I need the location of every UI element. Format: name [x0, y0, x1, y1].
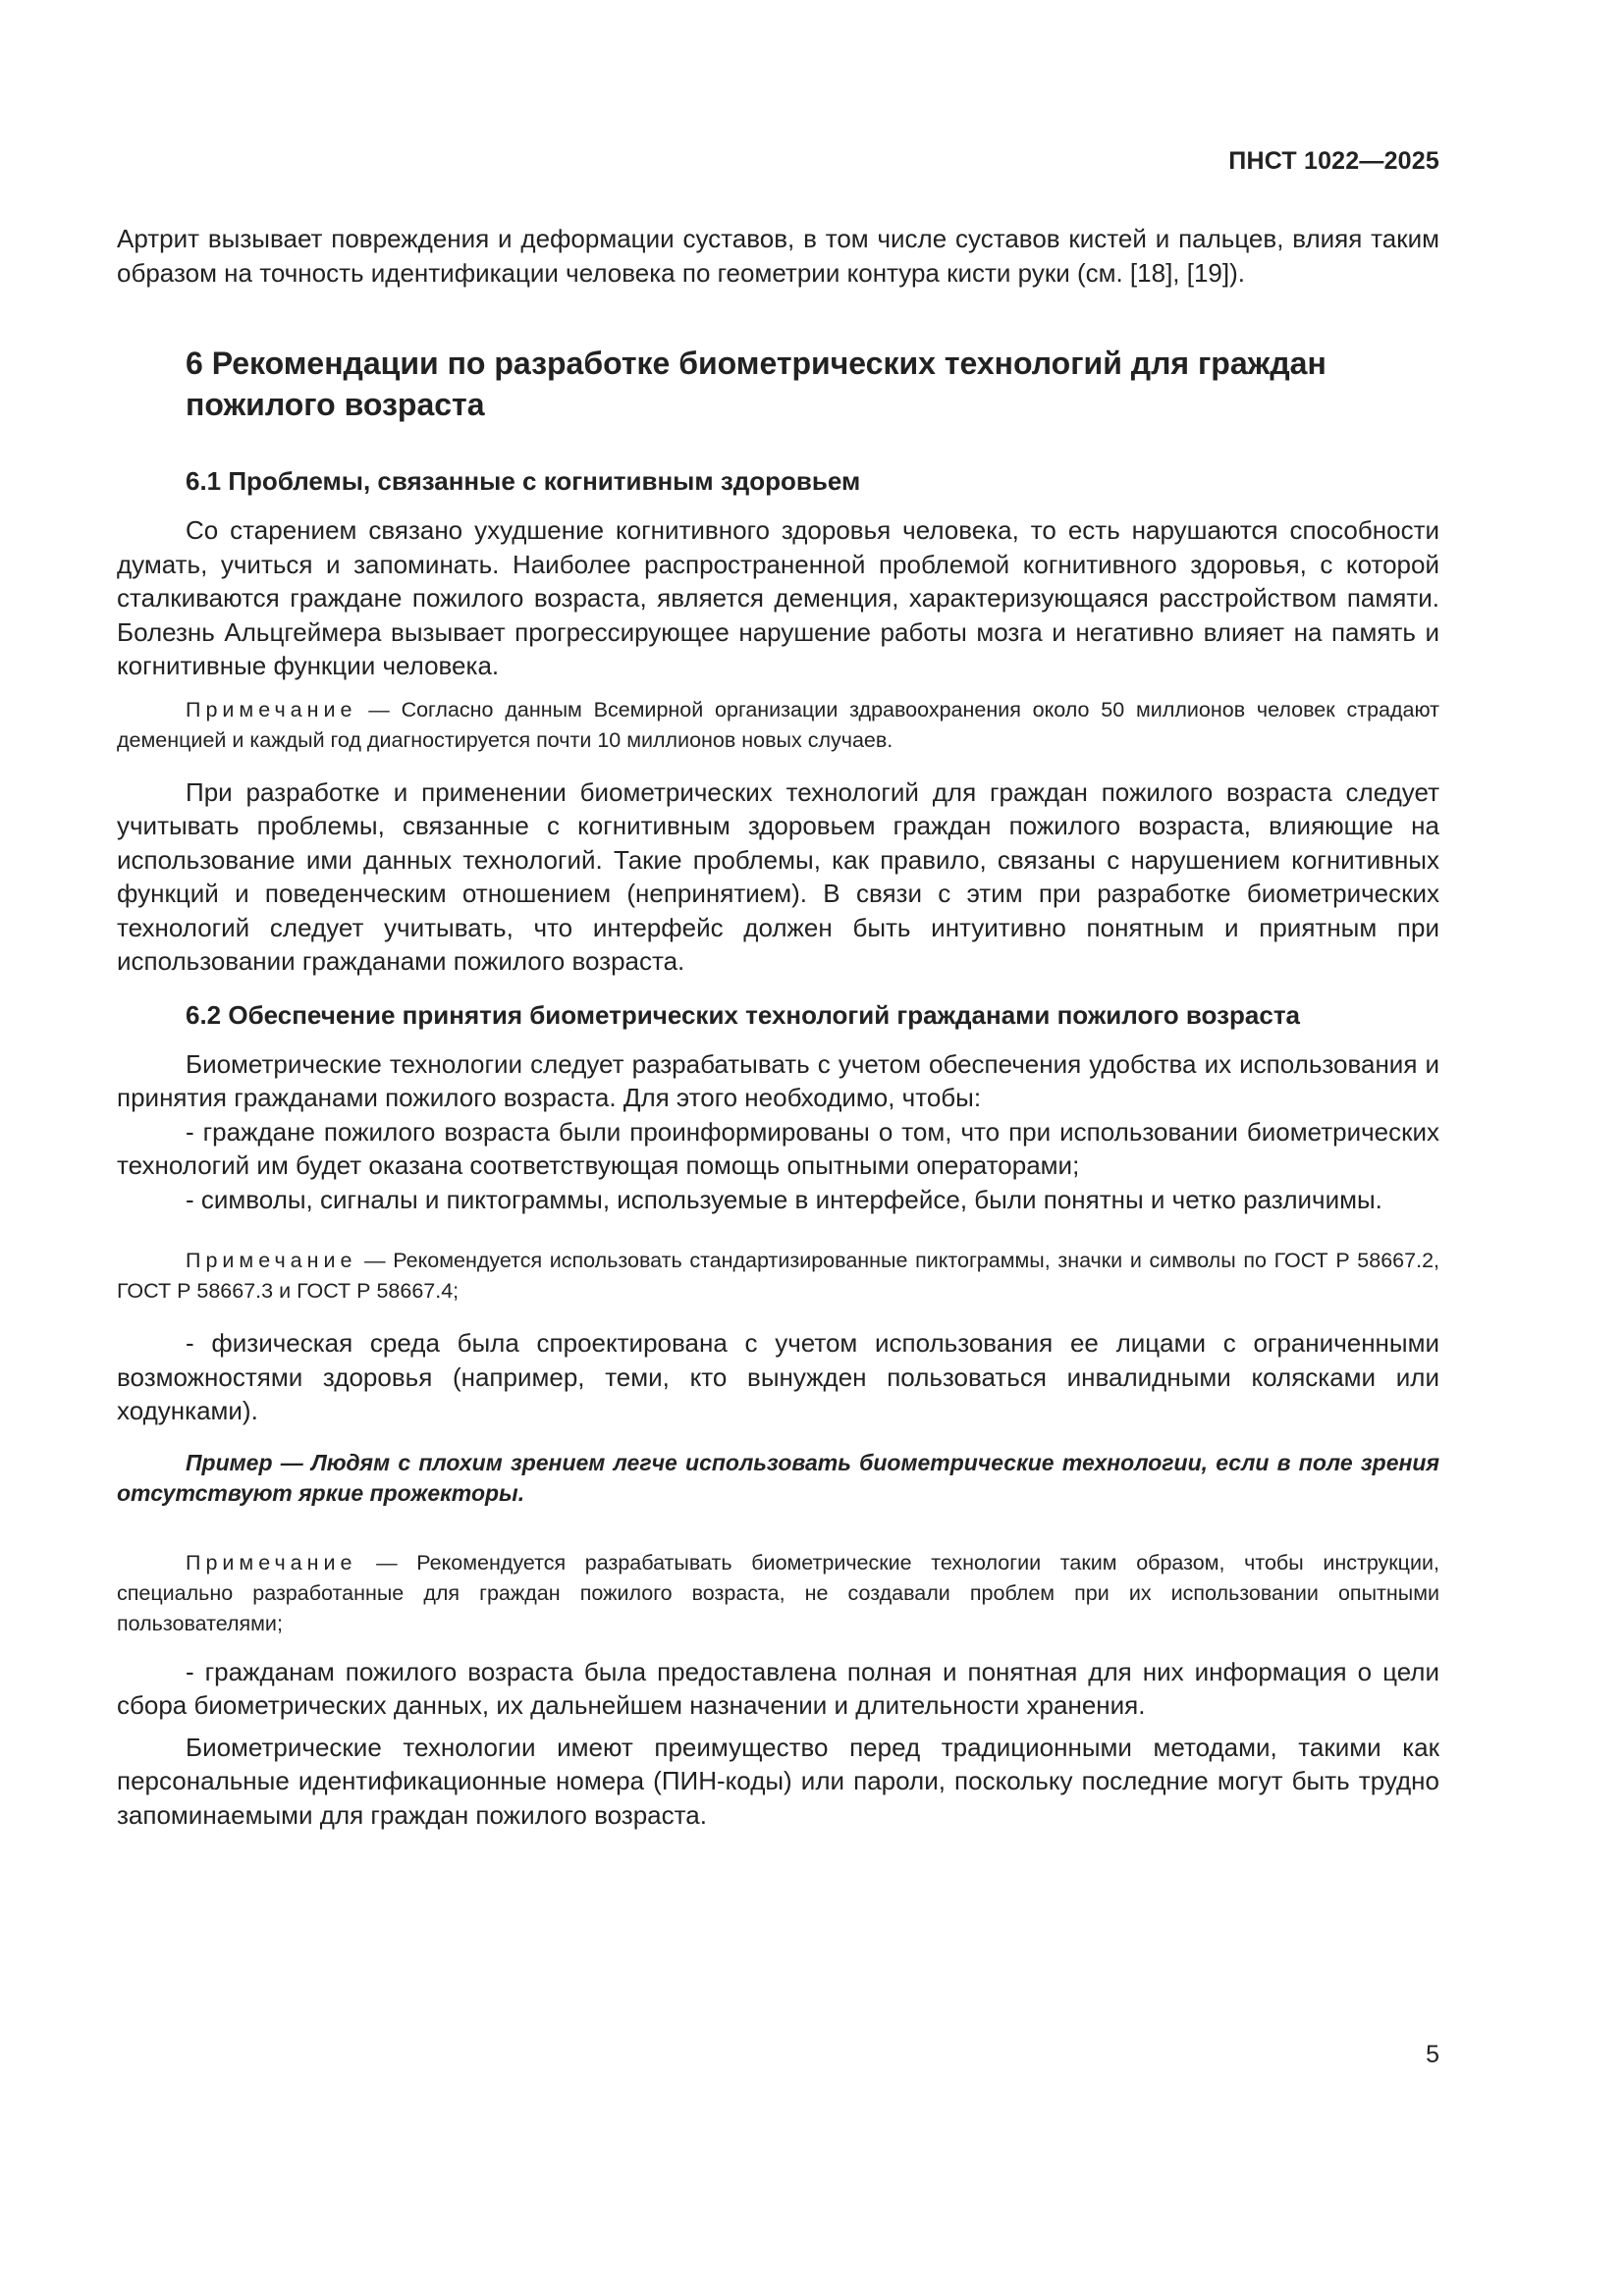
section-6-1-paragraph-2: При разработке и применении биометрических технологий для граждан пожилого возраста следует учитывать проблемы, связанные с когнитивным здоровьем граждан пожилого возраста, влияющие на использование ими данных технологий. Такие проблемы, как правило, связаны с нарушением когнитивных функций и поведенческим отношением (непринятием). В связи с этим при разработке биометрических технологий следует учитывать, что интерфейс должен быть интуитивно понятным и приятным при использовании гражданами пожилого возраста.	[117, 776, 1439, 976]
intro-paragraph: Артрит вызывает повреждения и деформации суставов, в том числе суставов кистей и пальцев, влияя таким образом на точность идентификации человека по геометрии контура кисти руки (см. [18], [19]).	[117, 224, 1439, 288]
note-text: — Согласно данным Всемирной организации здравоохранения около 50 миллионов человек страдают деменцией и каждый год диагностируется почти 10 миллионов новых случаев.	[117, 697, 1439, 752]
list-item: - физическая среда была спроектирована с учетом использования ее лицами с ограниченными возможностями здоровья (например, теми, кто вынужден пользоваться инвалидными колясками или ходунками).	[117, 1328, 1439, 1425]
section-6-1-paragraph-1: Со старением связано ухудшение когнитивного здоровья человека, то есть нарушаются способности думать, учиться и запоминать. Наиболее распространенной проблемой когнитивного здоровья, с которой сталкиваются граждане пожилого возраста, является деменция, характеризующаяся расстройством памяти. Болезнь Альцгеймера вызывает прогрессирующее нарушение работы мозга и негативно влияет на память и когнитивные функции человека.	[117, 515, 1439, 680]
note-label: Примечание	[186, 1550, 357, 1575]
note-text: — Рекомендуется разрабатывать биометрические технологии таким образом, чтобы инструкции, специально разработанные для граждан пожилого возраста, не создавали проблем при их использовании опытными пользователями;	[117, 1550, 1439, 1635]
list-item: - гражданам пожилого возраста была предоставлена полная и понятная для них информация о цели сбора биометрических данных, их дальнейшем назначении и длительности хранения.	[117, 1656, 1439, 1720]
document-code: ПНСТ 1022—2025	[1228, 147, 1439, 175]
page-content	[117, 222, 1439, 1832]
note-text: — Рекомендуется использовать стандартизированные пиктограммы, значки и символы по ГОСТ Р 58667.2, ГОСТ Р 58667.3 и ГОСТ Р 58667.4;	[117, 1249, 1439, 1303]
section-6-heading: 6 Рекомендации по разработке биометрических технологий для граждан пожилого возраста	[186, 346, 1326, 422]
section-6-2-note-1	[117, 1246, 1439, 1307]
section-6-2-paragraph-2: Биометрические технологии имеют преимущество перед традиционными методами, такими как персональные идентификационные номера (ПИН-коды) или пароли, поскольку последние могут быть трудно запоминаемыми для граждан пожилого возраста.	[117, 1732, 1439, 1830]
list-item: - граждане пожилого возраста были проинформированы о том, что при использовании биометрических технологий им будет оказана соответствующая помощь опытными операторами;	[117, 1116, 1439, 1180]
list-item: - символы, сигналы и пиктограммы, используемые в интерфейсе, были понятны и четко различимы.	[186, 1184, 1382, 1214]
section-6-1-note	[117, 695, 1439, 756]
note-label: Примечание	[186, 697, 357, 721]
page-number: 5	[1426, 2041, 1439, 2068]
section-6-1-heading: 6.1 Проблемы, связанные с когнитивным здоровьем	[186, 466, 861, 496]
section-6-2-heading: 6.2 Обеспечение принятия биометрических технологий гражданами пожилого возраста	[186, 999, 1301, 1030]
section-6-2-paragraph-1: Биометрические технологии следует разрабатывать с учетом обеспечения удобства их использования и принятия гражданами пожилого возраста. Для этого необходимо, чтобы:	[117, 1048, 1439, 1112]
note-label: Примечание	[186, 1249, 357, 1272]
section-6-2-example: Пример — Людям с плохим зрением легче использовать биометрические технологии, если в поле зрения отсутствуют яркие прожекторы.	[117, 1449, 1439, 1506]
section-6-2-note-2	[117, 1548, 1439, 1639]
